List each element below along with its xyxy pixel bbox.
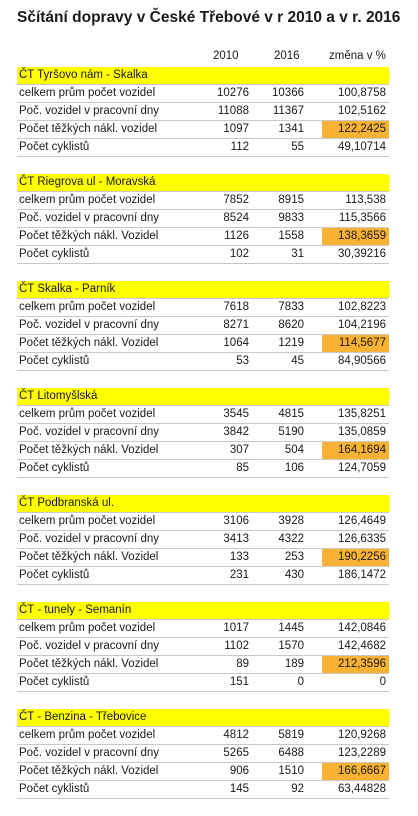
location-section <box>17 67 389 157</box>
change-percent: 212,3596 <box>322 656 389 673</box>
value-2010: 1017 <box>223 622 249 634</box>
column-header-2010: 2010 <box>213 50 239 62</box>
value-2010: 151 <box>229 676 249 688</box>
value-2016: 1341 <box>278 123 304 135</box>
value-2010: 1097 <box>223 123 249 135</box>
value-2010: 10276 <box>217 87 249 99</box>
value-2016: 3928 <box>278 515 304 527</box>
value-2016: 189 <box>284 658 304 670</box>
row-label: Počet cyklistů <box>19 462 90 474</box>
table-row <box>17 442 389 460</box>
change-percent: 102,5162 <box>338 105 386 117</box>
value-2010: 11088 <box>217 105 249 117</box>
value-2010: 4812 <box>223 729 249 741</box>
location-section <box>17 495 389 585</box>
location-name: ČT Litomyšlská <box>17 388 389 406</box>
value-2010: 145 <box>229 783 249 795</box>
change-percent: 100,8758 <box>338 87 386 99</box>
value-2016: 430 <box>284 569 304 581</box>
table-row <box>17 531 389 549</box>
table-row <box>17 103 389 121</box>
change-percent: 115,3566 <box>338 212 386 224</box>
value-2016: 45 <box>291 355 304 367</box>
value-2010: 8271 <box>223 319 249 331</box>
change-percent: 123,2289 <box>338 747 386 759</box>
change-percent: 113,538 <box>345 194 386 206</box>
table-row <box>17 335 389 353</box>
table-row <box>17 781 389 799</box>
table-row <box>17 353 389 371</box>
value-2016: 0 <box>297 676 304 688</box>
table-row <box>17 638 389 656</box>
column-header-2016: 2016 <box>274 50 300 62</box>
value-2016: 1558 <box>278 230 304 242</box>
value-2010: 7852 <box>223 194 249 206</box>
table-row <box>17 406 389 424</box>
change-percent: 142,4682 <box>338 640 386 652</box>
location-section <box>17 281 389 371</box>
row-label: Počet cyklistů <box>19 248 90 260</box>
value-2010: 307 <box>229 444 249 456</box>
table-row <box>17 317 389 335</box>
change-percent: 120,9268 <box>338 729 386 741</box>
value-2016: 92 <box>291 783 304 795</box>
value-2010: 1102 <box>224 640 249 652</box>
value-2010: 89 <box>236 658 249 670</box>
row-label: celkem prům počet vozidel <box>19 194 156 206</box>
value-2016: 4322 <box>278 533 304 545</box>
table-row <box>17 192 389 210</box>
change-percent: 135,8251 <box>338 408 386 420</box>
row-label: Poč. vozidel v pracovní dny <box>19 426 159 438</box>
change-percent: 102,8223 <box>338 301 386 313</box>
table-row <box>17 210 389 228</box>
location-name: ČT Tyršovo nám - Skalka <box>17 67 389 85</box>
location-section <box>17 388 389 478</box>
row-label: Počet cyklistů <box>19 355 90 367</box>
value-2016: 9833 <box>278 212 304 224</box>
value-2010: 3842 <box>223 426 249 438</box>
value-2010: 133 <box>229 551 249 563</box>
change-percent: 166,6667 <box>322 763 389 780</box>
value-2010: 85 <box>236 462 249 474</box>
value-2016: 504 <box>284 444 304 456</box>
table-row <box>17 424 389 442</box>
value-2016: 5819 <box>278 729 304 741</box>
table-row <box>17 656 389 674</box>
row-label: Počet těžkých nákl. Vozidel <box>19 765 159 777</box>
change-percent: 30,39216 <box>338 248 386 260</box>
value-2016: 31 <box>291 248 304 260</box>
location-name: ČT Skalka - Parník <box>17 281 389 299</box>
value-2010: 3106 <box>223 515 249 527</box>
value-2016: 8620 <box>278 319 304 331</box>
traffic-tables <box>17 67 389 816</box>
value-2010: 8524 <box>223 212 249 224</box>
value-2010: 53 <box>236 355 249 367</box>
value-2016: 8915 <box>278 194 304 206</box>
change-percent: 186,1472 <box>338 569 386 581</box>
row-label: Počet těžkých nákl. Vozidel <box>19 658 159 670</box>
column-header-change: změna v % <box>329 50 386 62</box>
value-2010: 5265 <box>223 747 249 759</box>
column-header-row <box>17 50 389 66</box>
change-percent: 114,5677 <box>322 335 389 352</box>
change-percent: 142,0846 <box>338 622 386 634</box>
table-row <box>17 674 389 692</box>
location-name: ČT Podbranská ul. <box>17 495 389 513</box>
value-2010: 1064 <box>223 337 249 349</box>
value-2016: 10366 <box>272 87 304 99</box>
row-label: Poč. vozidel v pracovní dny <box>19 105 159 117</box>
location-section <box>17 709 389 799</box>
change-percent: 164,1694 <box>322 442 389 459</box>
table-row <box>17 246 389 264</box>
row-label: Počet těžkých nákl. Vozidel <box>19 337 159 349</box>
value-2016: 106 <box>284 462 304 474</box>
value-2016: 7833 <box>278 301 304 313</box>
document-title: Sčítání dopravy v České Třebové v r 2010 a v r. 2016 <box>17 9 401 26</box>
value-2016: 5190 <box>278 426 304 438</box>
table-row <box>17 85 389 103</box>
row-label: Počet cyklistů <box>19 676 90 688</box>
value-2010: 1126 <box>224 230 249 242</box>
change-percent: 122,2425 <box>322 121 389 138</box>
value-2016: 4815 <box>278 408 304 420</box>
value-2010: 906 <box>229 765 249 777</box>
change-percent: 138,3659 <box>322 228 389 245</box>
change-percent: 190,2256 <box>322 549 389 566</box>
row-label: Počet cyklistů <box>19 569 90 581</box>
change-percent: 0 <box>379 676 386 688</box>
value-2016: 1445 <box>278 622 304 634</box>
row-label: celkem prům počet vozidel <box>19 729 156 741</box>
table-row <box>17 460 389 478</box>
value-2010: 3413 <box>223 533 249 545</box>
row-label: Poč. vozidel v pracovní dny <box>19 533 159 545</box>
change-percent: 84,90566 <box>338 355 386 367</box>
table-row <box>17 763 389 781</box>
change-percent: 124,7059 <box>338 462 386 474</box>
table-row <box>17 121 389 139</box>
value-2016: 1570 <box>278 640 304 652</box>
row-label: Poč. vozidel v pracovní dny <box>19 640 159 652</box>
change-percent: 104,2196 <box>338 319 386 331</box>
value-2016: 253 <box>284 551 304 563</box>
change-percent: 63,44828 <box>338 783 386 795</box>
table-row <box>17 620 389 638</box>
value-2016: 1510 <box>278 765 304 777</box>
row-label: celkem prům počet vozidel <box>19 87 156 99</box>
table-row <box>17 549 389 567</box>
row-label: Počet těžkých nákl. Vozidel <box>19 444 159 456</box>
change-percent: 135,0859 <box>338 426 386 438</box>
value-2010: 231 <box>229 569 249 581</box>
value-2010: 102 <box>229 248 249 260</box>
value-2016: 6488 <box>278 747 304 759</box>
row-label: celkem prům počet vozidel <box>19 408 156 420</box>
row-label: Poč. vozidel v pracovní dny <box>19 319 159 331</box>
table-row <box>17 727 389 745</box>
location-section <box>17 174 389 264</box>
change-percent: 126,4649 <box>338 515 386 527</box>
location-name: ČT - tunely - Semanín <box>17 602 389 620</box>
row-label: celkem prům počet vozidel <box>19 301 156 313</box>
table-row <box>17 139 389 157</box>
location-section <box>17 602 389 692</box>
value-2010: 3545 <box>223 408 249 420</box>
value-2016: 11367 <box>272 105 304 117</box>
table-row <box>17 745 389 763</box>
change-percent: 126,6335 <box>338 533 386 545</box>
value-2016: 1219 <box>278 337 304 349</box>
location-name: ČT Riegrova ul - Moravská <box>17 174 389 192</box>
value-2010: 112 <box>230 141 249 153</box>
row-label: Počet těžkých nákl. Vozidel <box>19 551 159 563</box>
table-row <box>17 567 389 585</box>
row-label: Počet cyklistů <box>19 141 90 153</box>
row-label: Poč. vozidel v pracovní dny <box>19 747 159 759</box>
value-2010: 7618 <box>223 301 249 313</box>
row-label: Počet těžkých nákl. vozidel <box>19 123 158 135</box>
value-2016: 55 <box>291 141 304 153</box>
row-label: celkem prům počet vozidel <box>19 515 156 527</box>
row-label: Počet cyklistů <box>19 783 90 795</box>
row-label: celkem prům počet vozidel <box>19 622 156 634</box>
location-name: ČT - Benzina - Třebovice <box>17 709 389 727</box>
row-label: Poč. vozidel v pracovní dny <box>19 212 159 224</box>
table-row <box>17 299 389 317</box>
row-label: Počet těžkých nákl. Vozidel <box>19 230 159 242</box>
table-row <box>17 513 389 531</box>
change-percent: 49,10714 <box>338 141 386 153</box>
table-row <box>17 228 389 246</box>
